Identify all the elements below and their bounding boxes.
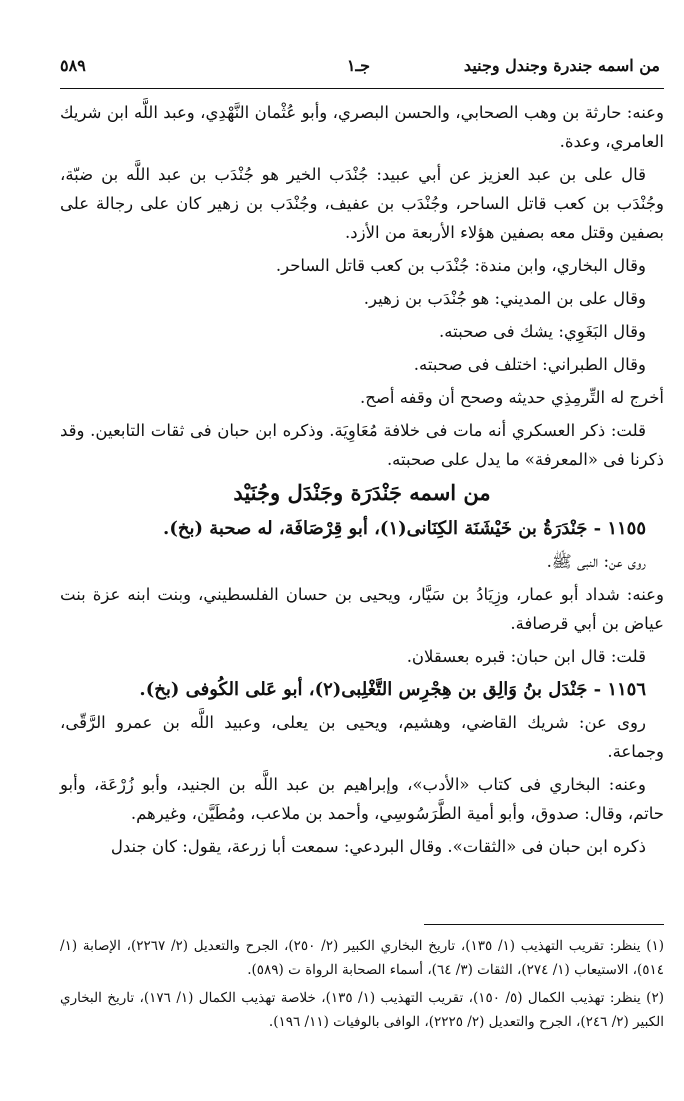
header-title: من اسمه جندرة وجندل وجنيد [463,56,660,75]
paragraph: وعنه: حارثة بن وهب الصحابي، والحسن البصري، وأبو عُثْمان النَّهْدِي، وعبد اللَّه ابن شريك العامري، وعدة. [60,103,664,151]
paragraph: وعنه: شداد أبو عمار، وزِيَادُ بن سَيَّار، ويحيى بن حسان الفلسطيني، وبنت ابنه عزة بنت عياض بن أبي قرصافة. [60,585,664,633]
entry-heading-1156: ١١٥٦ - جَنْدَل بنُ وَالِق بن هِجْرِس التَّغْلِبى(٢)، أبو عَلى الكُوفى (بخ). [139,679,646,700]
paragraph: وقال البَغَوِي: يشك فى صحبته. [439,322,646,341]
footnote: (٢) ينظر: تهذيب الكمال (٥/ ١٥٠)، تقريب التهذيب (١/ ١٣٥)، خلاصة تهذيب الكمال (١/ ١٧٦)، تاريخ البخاري الكبير (٢/ ٢٤٦)، الجرح والتعديل (٢/ ٢٢٢٥)، الوافى بالوفيات (١١/ ١٩٦). [60,990,664,1030]
paragraph: أخرج له التِّرمِذِي حديثه وصحح أن وقفه أصح. [359,388,664,407]
paragraph: وعنه: البخاري فى كتاب «الأدب»، وإبراهيم بن عبد اللَّه بن الجنيد، وأبو زُرْعَة، وأبو حاتم، وقال: صدوق، وأبو أمية الطَّرَسُوسِي، وأحمد بن ملاعب، ومُطَيَّن، وغيرهم. [60,775,664,823]
paragraph: قلت: ذكر العسكري أنه مات فى خلافة مُعَاوِيَة. وذكره ابن حبان فى ثقات التابعين. وقد ذكرنا فى «المعرفة» ما يدل على صحبته. [60,421,664,469]
paragraph: قلت: قال ابن حبان: قبره بعسقلان. [406,647,646,666]
page-number: ٥٨٩ [60,56,86,75]
footnote-divider [424,924,664,925]
running-header [60,56,660,86]
paragraph: وقال على بن المديني: هو جُنْدَب بن زهير. [363,289,646,308]
section-title: من اسمه جَنْدَرَة وجَنْدَل وجُنَيْد [233,480,491,505]
header-volume: جـ١ [346,56,370,75]
footnote: (١) ينظر: تقريب التهذيب (١/ ١٣٥)، تاريخ البخاري الكبير (٢/ ٢٥٠)، الجرح والتعديل (٢/ ٢٢٦٧)، الإصابة (١/ ٥١٤)، الاستيعاب (١/ ٢٧٤)، الثقات (٣/ ٦٤)، أسماء الصحابة الرواة ت (٥٨٩). [60,938,665,978]
header-divider [60,88,664,89]
paragraph: روى عن: النبى ﷺ. [546,552,646,571]
paragraph: وقال البخاري، وابن مندة: جُنْدَب بن كعب قاتل الساحر. [275,256,646,275]
paragraph: ذكره ابن حبان فى «الثقات». وقال البردعي: سمعت أبا زرعة، يقول: كان جندل [110,837,646,856]
footnotes [60,934,664,1038]
entry-heading-1155: ١١٥٥ - جَنْدَرَةُ بن خَيْشَنَة الكِنَانى(١)، أبو قِرْصَافَة، له صحبة (بخ). [163,518,646,539]
main-text [60,98,664,865]
paragraph: قال على بن عبد العزيز عن أبي عبيد: جُنْدَب الخير هو جُنْدَب بن عبد اللَّه بن ضبّة، وجُنْدَب بن كعب قاتل الساحر، وجُنْدَب بن عفيف، وجُنْدَب بن زهير كان على رجالة على بصفين وقتل معه بصفين هؤلاء الأربعة من الأزد. [60,165,664,242]
paragraph: وقال الطبراني: اختلف فى صحبته. [413,355,646,374]
paragraph: روى عن: شريك القاضي، وهشيم، ويحيى بن يعلى، وعبيد اللَّه بن عمرو الرَّقّى، وجماعة. [60,713,664,761]
